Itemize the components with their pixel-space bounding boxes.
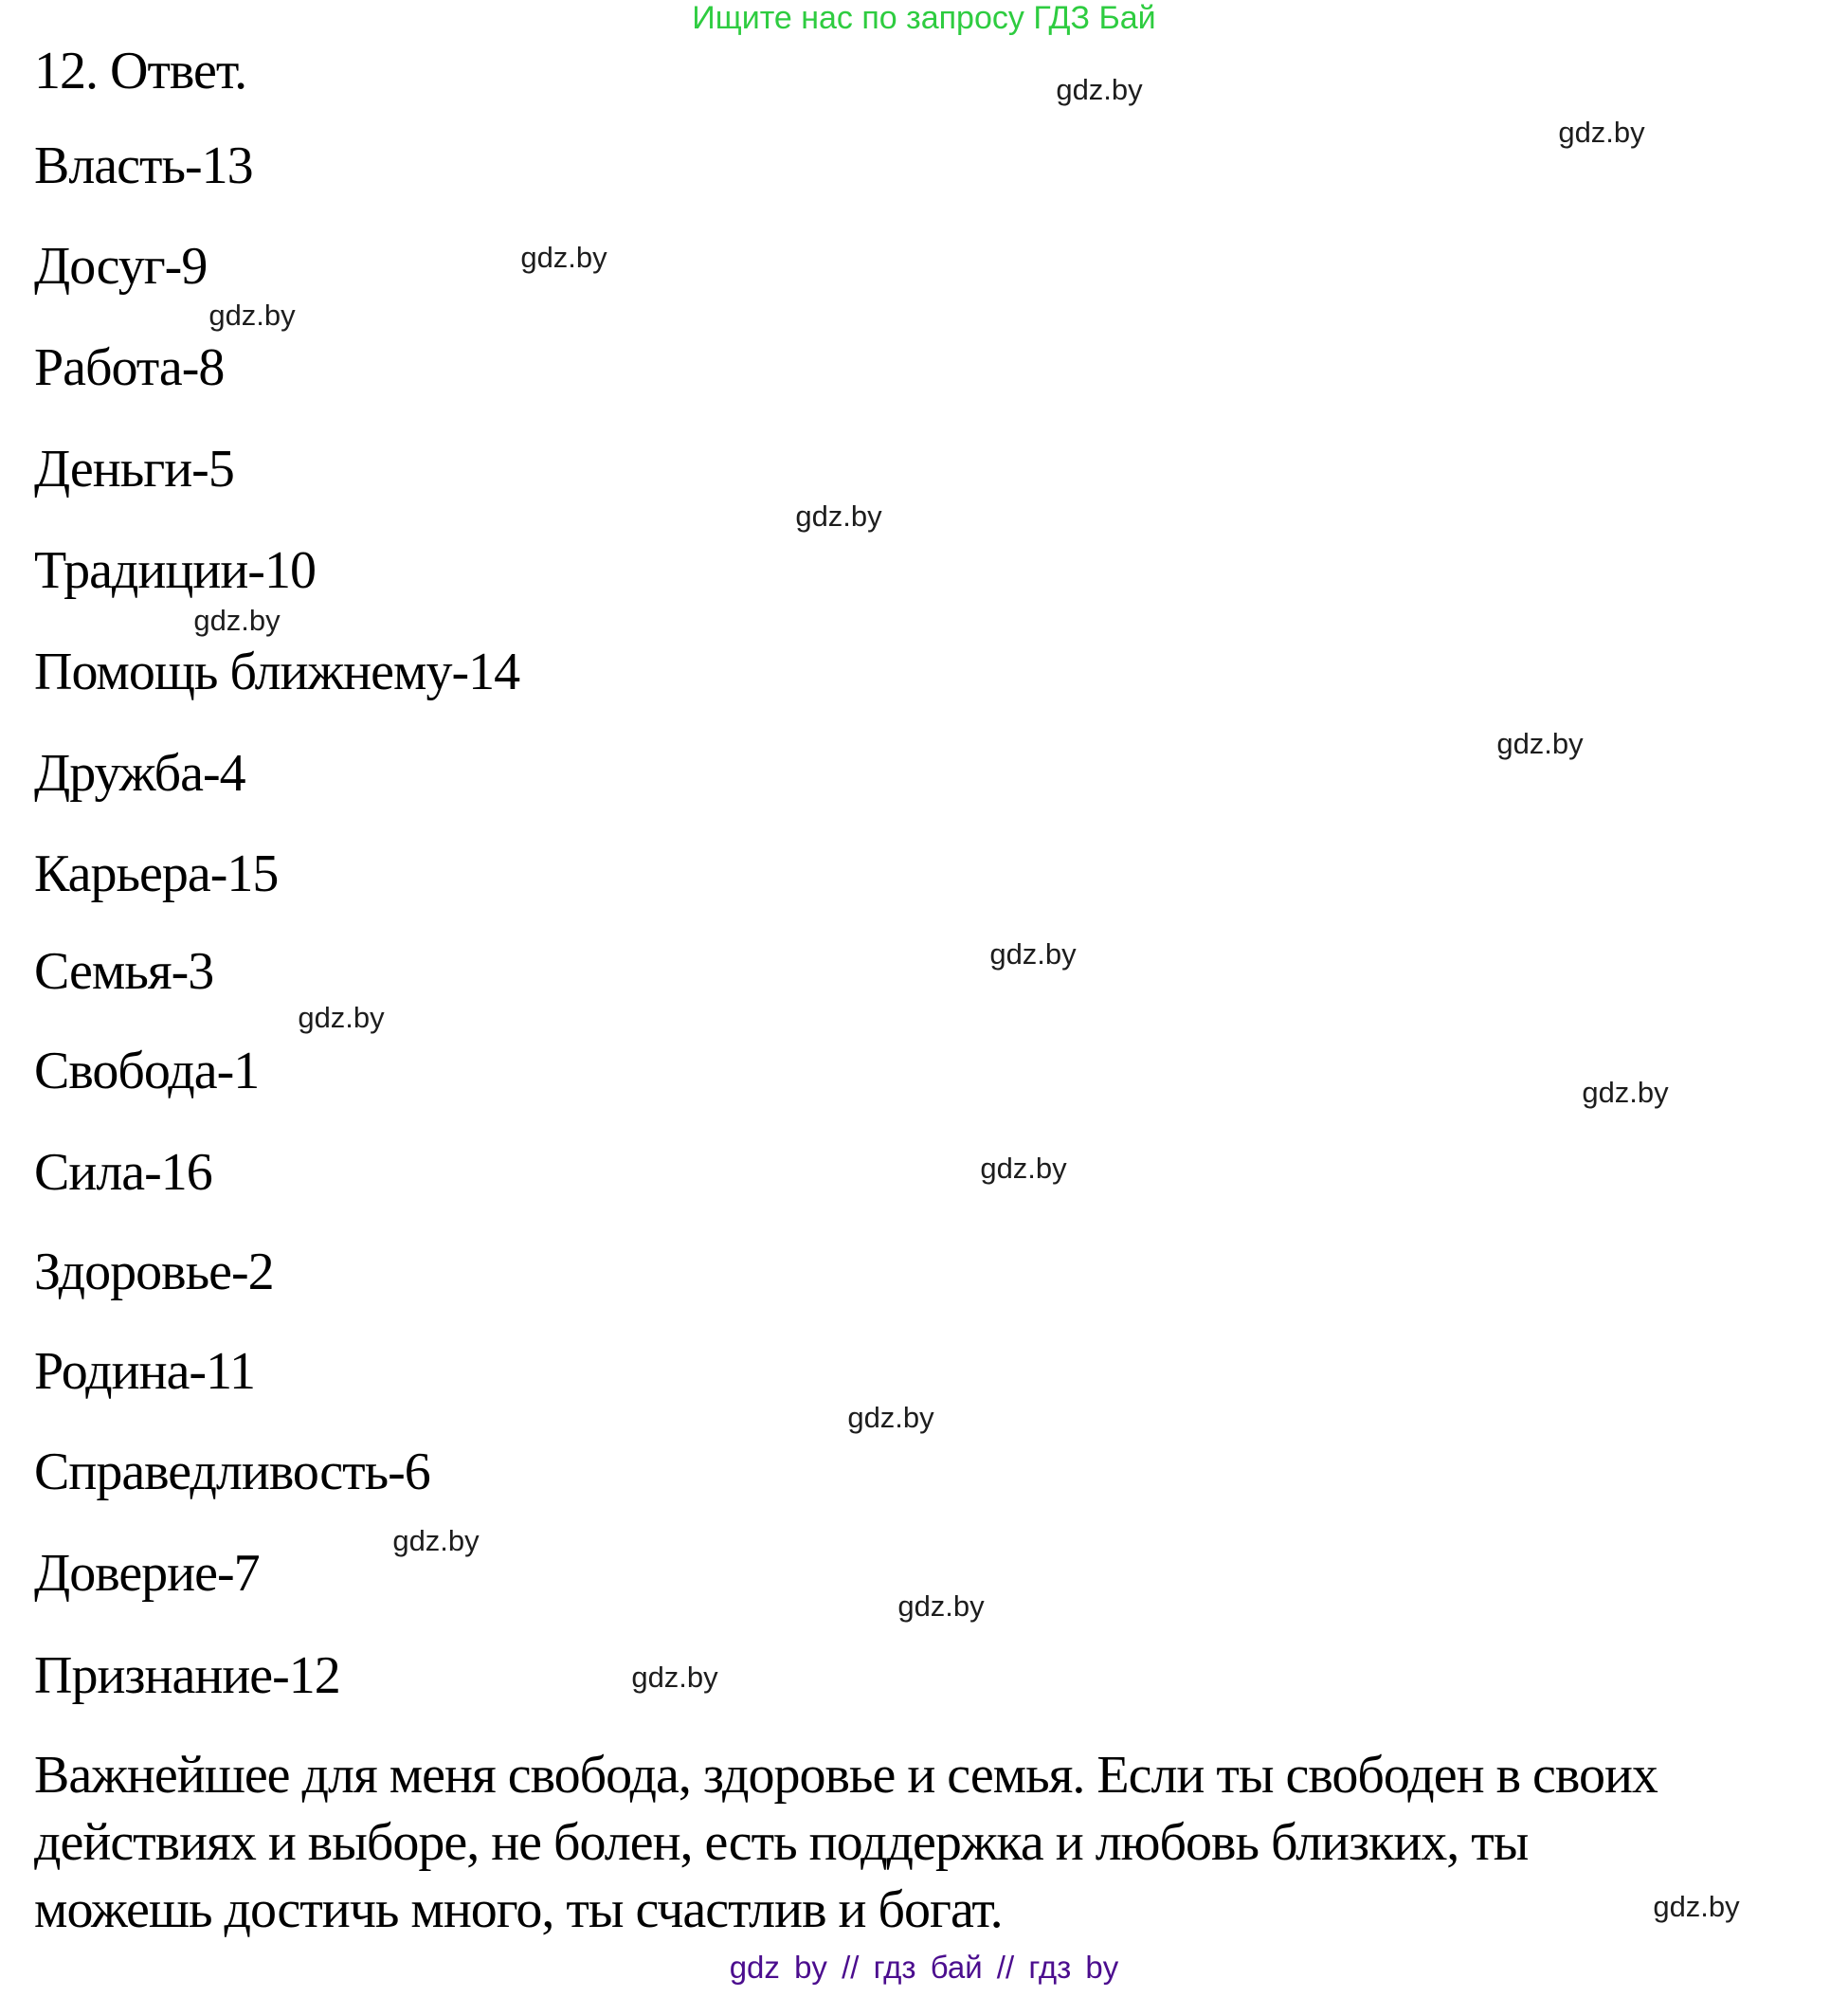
value-item: Свобода-1	[34, 1042, 260, 1100]
value-item: Деньги-5	[34, 440, 234, 499]
gdz-watermark: gdz.by	[631, 1661, 718, 1694]
value-item: Власть-13	[34, 136, 253, 195]
gdz-watermark: gdz.by	[208, 299, 296, 332]
value-item: Здоровье-2	[34, 1243, 274, 1301]
gdz-watermark: gdz.by	[520, 241, 607, 274]
value-item: Справедливость-6	[34, 1443, 430, 1501]
gdz-watermark: gdz.by	[392, 1524, 480, 1557]
value-item: Сила-16	[34, 1143, 212, 1202]
value-item: Признание-12	[34, 1646, 340, 1705]
gdz-watermark: gdz.by	[298, 1001, 385, 1034]
gdz-watermark: gdz.by	[1056, 73, 1143, 106]
gdz-watermark: gdz.by	[1496, 727, 1584, 760]
value-item: Работа-8	[34, 338, 225, 397]
value-item: Карьера-15	[34, 844, 279, 903]
value-item: Доверие-7	[34, 1544, 260, 1603]
paragraph-line: можешь достичь много, ты счастлив и богат.	[34, 1880, 1003, 1939]
gdz-watermark: gdz.by	[795, 499, 882, 533]
gdz-watermark: gdz.by	[1558, 116, 1645, 149]
value-item: Семья-3	[34, 942, 214, 1001]
gdz-watermark: gdz.by	[193, 604, 281, 637]
footer-site-tags: gdz by // гдз бай // гдз by	[729, 1950, 1119, 1985]
gdz-watermark: gdz.by	[980, 1152, 1067, 1185]
value-item: Помощь ближнему-14	[34, 643, 520, 701]
gdz-watermark: gdz.by	[897, 1589, 985, 1623]
value-item: Родина-11	[34, 1342, 255, 1401]
value-item: Досуг-9	[34, 237, 208, 296]
answer-paragraph	[34, 1742, 1658, 1944]
paragraph-line: действиях и выборе, не болен, есть поддержка и любовь близких, ты	[34, 1813, 1529, 1872]
value-item: Традиции-10	[34, 541, 316, 600]
task-number-title: 12. Ответ.	[34, 42, 247, 100]
value-item: Дружба-4	[34, 744, 245, 803]
gdz-watermark: gdz.by	[1582, 1076, 1669, 1109]
promo-banner: Ищите нас по запросу ГДЗ Бай	[692, 0, 1156, 36]
gdz-watermark: gdz.by	[847, 1401, 934, 1434]
paragraph-line: Важнейшее для меня свобода, здоровье и семья. Если ты свободен в своих	[34, 1746, 1658, 1805]
gdz-watermark: gdz.by	[1653, 1890, 1740, 1923]
gdz-watermark: gdz.by	[989, 937, 1077, 971]
